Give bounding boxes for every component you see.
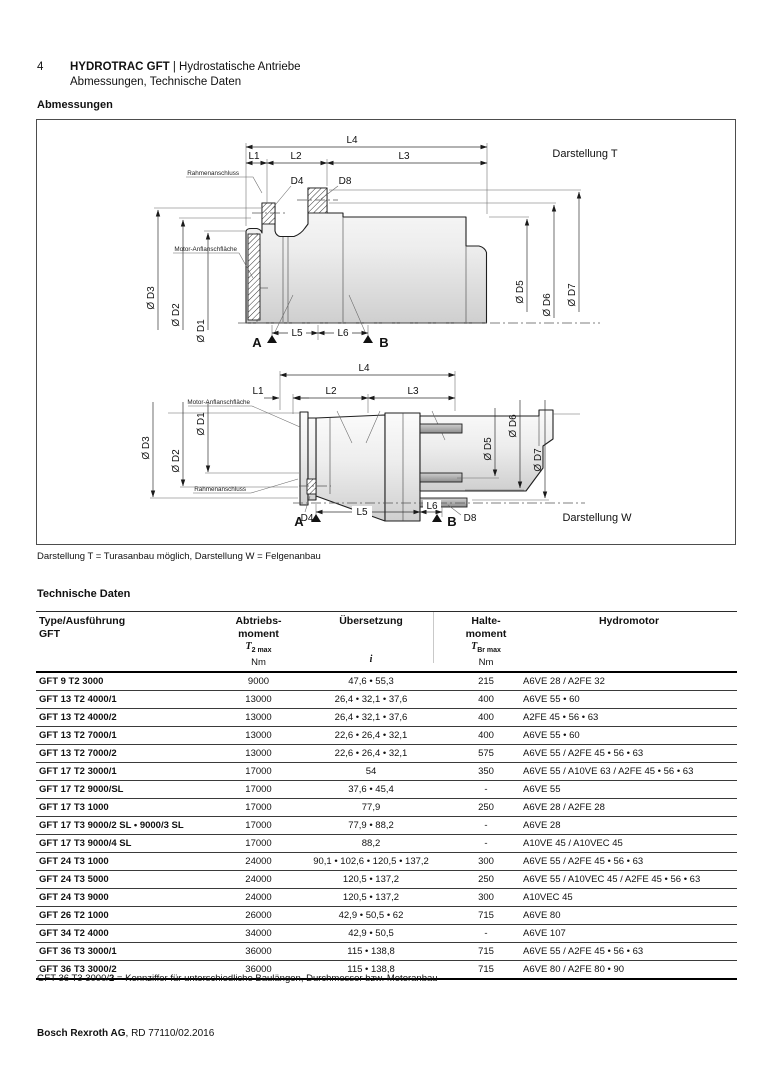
table-row <box>36 763 737 781</box>
cell-type: GFT 36 T3 3000/2 <box>36 961 226 980</box>
cell-ratio: 77,9 • 88,2 <box>291 817 451 835</box>
doc-title-rest: | Hydrostatische Antriebe <box>169 61 301 73</box>
cell-torque: 13000 <box>226 727 291 745</box>
dim-label-d2-w: Ø D2 <box>171 449 182 473</box>
cell-motor: A10VE 45 / A10VEC 45 <box>521 835 737 853</box>
table-row <box>36 853 737 871</box>
header-ratio-line1: Übersetzung <box>339 615 403 627</box>
dim-label-l6-w: L6 <box>426 501 438 512</box>
footer-company: Bosch Rexroth AG <box>37 1028 126 1039</box>
cell-type: GFT 36 T3 3000/1 <box>36 943 226 961</box>
ref-face-b-w: B <box>447 514 457 529</box>
cell-motor: A6VE 28 / A2FE 28 <box>521 799 737 817</box>
table-row <box>36 817 737 835</box>
product-name: HYDROTRAC GFT <box>70 61 170 73</box>
cell-holding: 300 <box>451 889 521 907</box>
frame-connection-label-t: Rahmenanschluss <box>187 170 239 177</box>
cell-ratio: 22,6 • 26,4 • 32,1 <box>291 727 451 745</box>
cell-motor: A10VEC 45 <box>521 889 737 907</box>
dim-label-d7-w: Ø D7 <box>533 448 544 472</box>
cell-type: GFT 24 T3 5000 <box>36 871 226 889</box>
header-column-divider <box>433 612 434 663</box>
header-ratio-symbol: i <box>369 653 373 665</box>
cell-type: GFT 26 T2 1000 <box>36 907 226 925</box>
cell-motor: A6VE 55 / A10VE 63 / A2FE 45 • 56 • 63 <box>521 763 737 781</box>
dim-label-d3-w: Ø D3 <box>141 436 152 460</box>
table-row <box>36 781 737 799</box>
dim-label-l5-w: L5 <box>356 507 368 518</box>
frame-connection-label-w: Rahmenanschluss <box>194 486 246 493</box>
dim-label-d1-t: Ø D1 <box>196 319 207 343</box>
cell-type: GFT 17 T2 3000/1 <box>36 763 226 781</box>
table-row <box>36 691 737 709</box>
cell-torque: 17000 <box>226 835 291 853</box>
motor-flange-face-label-t: Motor-Anflanschfläche <box>174 246 237 253</box>
dim-label-d2-t: Ø D2 <box>171 303 182 327</box>
cell-motor: A6VE 80 / A2FE 80 • 90 <box>521 961 737 980</box>
cell-holding: 250 <box>451 799 521 817</box>
cell-holding: - <box>451 817 521 835</box>
cell-motor: A6VE 55 • 60 <box>521 691 737 709</box>
dim-label-l3-t: L3 <box>398 151 410 162</box>
table-row <box>36 709 737 727</box>
section-heading-abmessungen: Abmessungen <box>37 99 113 111</box>
dim-label-d3-t: Ø D3 <box>146 286 157 310</box>
ref-face-a-w: A <box>294 514 304 529</box>
header-hydromotor: Hydromotor <box>521 612 737 673</box>
cell-holding: 215 <box>451 672 521 691</box>
dim-label-d5-w: Ø D5 <box>483 437 494 461</box>
cell-motor: A6VE 107 <box>521 925 737 943</box>
footnote-rest: = Kennziffer für unterschiedliche Baulängen, Durchmesser bzw. Motoranbau <box>114 973 438 984</box>
cell-holding: 715 <box>451 961 521 980</box>
cell-type: GFT 17 T3 9000/2 SL • 9000/3 SL <box>36 817 226 835</box>
header-type-line1: Type/Ausführung <box>39 615 126 627</box>
header-torque-unit: Nm <box>251 657 266 668</box>
cell-holding: 250 <box>451 871 521 889</box>
dim-label-l4-t: L4 <box>346 135 358 146</box>
cell-ratio: 115 • 138,8 <box>291 961 451 980</box>
cell-torque: 24000 <box>226 889 291 907</box>
table-row <box>36 907 737 925</box>
cell-motor: A6VE 80 <box>521 907 737 925</box>
table-row <box>36 889 737 907</box>
cell-torque: 17000 <box>226 799 291 817</box>
doc-title <box>70 60 301 75</box>
cell-ratio: 115 • 138,8 <box>291 943 451 961</box>
footer-doc-number: , RD 77110/02.2016 <box>125 1028 215 1039</box>
header-ratio <box>291 612 451 673</box>
cell-ratio: 90,1 • 102,6 • 120,5 • 137,2 <box>291 853 451 871</box>
cell-motor: A6VE 55 <box>521 781 737 799</box>
dim-label-l1-t: L1 <box>248 151 260 162</box>
cell-holding: 300 <box>451 853 521 871</box>
cell-torque: 13000 <box>226 709 291 727</box>
technical-table-body <box>36 672 737 979</box>
cell-ratio: 120,5 • 137,2 <box>291 871 451 889</box>
section-heading-technische-daten: Technische Daten <box>37 588 131 600</box>
header-holding-torque <box>451 612 521 673</box>
ref-face-b-t: B <box>379 335 389 350</box>
cell-holding: - <box>451 781 521 799</box>
table-row <box>36 943 737 961</box>
cell-type: GFT 34 T2 4000 <box>36 925 226 943</box>
cell-holding: 715 <box>451 907 521 925</box>
header-torque-symbol: $T_{2 max}$ <box>245 641 272 654</box>
header-output-torque <box>226 612 291 673</box>
cell-torque: 36000 <box>226 943 291 961</box>
table-footnote <box>37 973 438 984</box>
dim-label-d6-t: Ø D6 <box>542 293 553 317</box>
table-row <box>36 835 737 853</box>
dim-label-d8-w: D8 <box>463 513 477 524</box>
cell-ratio: 47,6 • 55,3 <box>291 672 451 691</box>
table-row <box>36 672 737 691</box>
cell-type: GFT 13 T2 7000/1 <box>36 727 226 745</box>
cell-motor: A6VE 55 • 60 <box>521 727 737 745</box>
cell-torque: 36000 <box>226 961 291 980</box>
cell-type: GFT 9 T2 3000 <box>36 672 226 691</box>
cell-torque: 17000 <box>226 781 291 799</box>
table-row <box>36 727 737 745</box>
cell-torque: 13000 <box>226 691 291 709</box>
dim-label-l2-w: L2 <box>325 386 337 397</box>
cell-ratio: 88,2 <box>291 835 451 853</box>
dim-label-d8-t: D8 <box>338 176 352 187</box>
header-holding-unit: Nm <box>478 657 494 668</box>
dim-label-d6-w: Ø D6 <box>508 414 519 438</box>
table-row <box>36 871 737 889</box>
view-w-label: Darstellung W <box>562 512 632 524</box>
cell-ratio: 42,9 • 50,5 • 62 <box>291 907 451 925</box>
view-w-drawing <box>141 363 632 529</box>
table-row <box>36 799 737 817</box>
footnote-prefix: GFT 36 T3 3000/ <box>37 973 109 984</box>
cell-holding: 400 <box>451 727 521 745</box>
cell-motor: A6VE 55 / A10VEC 45 / A2FE 45 • 56 • 63 <box>521 871 737 889</box>
cell-holding: 715 <box>451 943 521 961</box>
header-torque-line1: Abtriebs- <box>235 615 282 627</box>
cell-ratio: 42,9 • 50,5 <box>291 925 451 943</box>
cell-motor: A6VE 28 <box>521 817 737 835</box>
footnote-bold-digit: 2 <box>109 973 115 984</box>
cell-torque: 24000 <box>226 871 291 889</box>
figure-caption: Darstellung T = Turasanbau möglich, Darstellung W = Felgenanbau <box>37 551 321 562</box>
table-row <box>36 925 737 943</box>
dim-label-d7-t: Ø D7 <box>567 283 578 307</box>
header-holding-line1: Halte- <box>471 615 501 627</box>
cell-holding: 400 <box>451 709 521 727</box>
doc-subtitle: Abmessungen, Technische Daten <box>70 76 242 88</box>
cell-holding: - <box>451 835 521 853</box>
dim-label-l1-w: L1 <box>252 386 264 397</box>
cell-ratio: 22,6 • 26,4 • 32,1 <box>291 745 451 763</box>
cell-torque: 17000 <box>226 763 291 781</box>
page-number: 4 <box>37 61 44 73</box>
cell-type: GFT 24 T3 9000 <box>36 889 226 907</box>
dim-label-d5-t: Ø D5 <box>515 280 526 304</box>
dim-label-d1-w: Ø D1 <box>196 412 207 436</box>
cell-type: GFT 13 T2 4000/1 <box>36 691 226 709</box>
cell-motor: A2FE 45 • 56 • 63 <box>521 709 737 727</box>
cell-type: GFT 17 T3 1000 <box>36 799 226 817</box>
dim-label-l3-w: L3 <box>407 386 419 397</box>
doc-footer <box>37 1028 214 1039</box>
cell-motor: A6VE 55 / A2FE 45 • 56 • 63 <box>521 943 737 961</box>
cell-torque: 24000 <box>226 853 291 871</box>
cell-holding: 350 <box>451 763 521 781</box>
dim-label-l5-t: L5 <box>291 328 303 339</box>
cell-type: GFT 17 T2 9000/SL <box>36 781 226 799</box>
dim-label-l2-t: L2 <box>290 151 302 162</box>
cell-torque: 17000 <box>226 817 291 835</box>
cell-type: GFT 24 T3 1000 <box>36 853 226 871</box>
ref-face-a-t: A <box>252 335 262 350</box>
view-t-label: Darstellung T <box>552 148 618 160</box>
cell-holding: 400 <box>451 691 521 709</box>
cell-ratio: 77,9 <box>291 799 451 817</box>
cell-ratio: 26,4 • 32,1 • 37,6 <box>291 691 451 709</box>
cell-ratio: 37,6 • 45,4 <box>291 781 451 799</box>
cell-torque: 26000 <box>226 907 291 925</box>
table-row <box>36 745 737 763</box>
cell-motor: A6VE 55 / A2FE 45 • 56 • 63 <box>521 853 737 871</box>
header-holding-symbol: $T_{Br max}$ <box>471 641 501 654</box>
header-torque-line2: moment <box>238 627 279 640</box>
dim-label-d4-w: D4 <box>300 513 314 524</box>
dimension-drawing-figure <box>36 119 736 545</box>
cell-ratio: 120,5 • 137,2 <box>291 889 451 907</box>
cell-motor: A6VE 55 / A2FE 45 • 56 • 63 <box>521 745 737 763</box>
cell-motor: A6VE 28 / A2FE 32 <box>521 672 737 691</box>
header-type <box>36 612 226 673</box>
cell-type: GFT 13 T2 7000/2 <box>36 745 226 763</box>
cell-holding: 575 <box>451 745 521 763</box>
header-type-line2: GFT <box>39 627 60 640</box>
title-block <box>70 60 301 90</box>
dim-label-l6-t: L6 <box>337 328 349 339</box>
cell-ratio: 26,4 • 32,1 • 37,6 <box>291 709 451 727</box>
dimension-drawing-svg <box>37 120 735 544</box>
cell-torque: 13000 <box>226 745 291 763</box>
dim-label-l4-w: L4 <box>358 363 370 374</box>
technical-data-table <box>36 611 737 980</box>
doc-header <box>37 60 301 90</box>
cell-type: GFT 13 T2 4000/2 <box>36 709 226 727</box>
cell-type: GFT 17 T3 9000/4 SL <box>36 835 226 853</box>
header-holding-line2: moment <box>465 627 507 640</box>
table-header-row <box>36 612 737 673</box>
cell-torque: 34000 <box>226 925 291 943</box>
motor-flange-face-label-w: Motor-Anflanschfläche <box>187 399 250 406</box>
cell-holding: - <box>451 925 521 943</box>
cell-torque: 9000 <box>226 672 291 691</box>
dim-label-d4-t: D4 <box>290 176 304 187</box>
view-t-drawing <box>146 135 618 350</box>
cell-ratio: 54 <box>291 763 451 781</box>
